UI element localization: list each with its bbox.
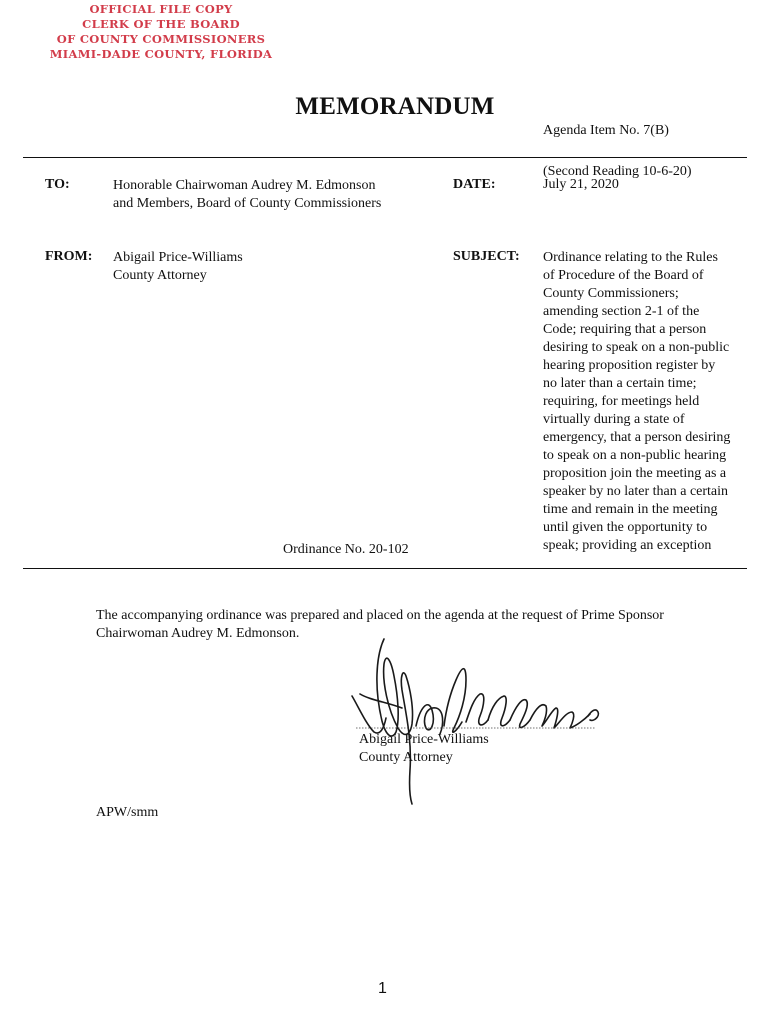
signatory-name: Abigail Price-Williams: [359, 732, 489, 747]
date-label: DATE:: [453, 177, 496, 192]
stamp-line: MIAMI-DADE COUNTY, FLORIDA: [49, 47, 273, 61]
date-value: July 21, 2020: [543, 177, 619, 192]
subject-line: desiring to speak on a non-public: [543, 340, 730, 355]
subject-line: of Procedure of the Board of: [543, 268, 704, 283]
to-line: and Members, Board of County Commissioners: [113, 196, 382, 211]
to-label: TO:: [45, 177, 70, 192]
subject-line: Ordinance relating to the Rules: [543, 250, 718, 265]
subject-line: time and remain in the meeting: [543, 502, 718, 517]
subject-line: emergency, that a person desiring: [543, 430, 731, 445]
signature-block: [359, 731, 489, 767]
ordinance-number: Ordinance No. 20-102: [283, 542, 409, 557]
subject-line: until given the opportunity to: [543, 520, 708, 535]
second-reading-note: (Second Reading 10-6-20): [543, 164, 692, 179]
header-top-rule: [23, 157, 747, 158]
body-line: Chairwoman Audrey M. Edmonson.: [96, 626, 300, 641]
handwritten-signature: [340, 636, 610, 811]
header-bottom-rule: [23, 568, 747, 569]
subject-line: proposition join the meeting as a: [543, 466, 727, 481]
subject-line: speaker by no later than a certain: [543, 484, 729, 499]
from-line: County Attorney: [113, 268, 207, 283]
subject-line: County Commissioners;: [543, 286, 679, 301]
subject-line: requiring, for meetings held: [543, 394, 700, 409]
subject-line: amending section 2-1 of the: [543, 304, 700, 319]
agenda-item-number: Agenda Item No. 7(B): [543, 123, 669, 138]
from-sender: [113, 249, 243, 285]
stamp-line: CLERK OF THE BOARD: [82, 17, 240, 31]
body-line: The accompanying ordinance was prepared and placed on the agenda at the request of Prime Sponsor: [96, 608, 664, 623]
subject-line: no later than a certain time;: [543, 376, 697, 391]
official-file-copy-stamp: [0, 2, 322, 62]
subject-text: [543, 249, 730, 555]
from-label: FROM:: [45, 249, 93, 264]
subject-line: hearing proposition register by: [543, 358, 716, 373]
subject-line: speak; providing an exception: [543, 538, 712, 553]
stamp-line: OFFICIAL FILE COPY: [89, 2, 233, 16]
to-recipient: [113, 177, 381, 213]
stamp-line: OF COUNTY COMMISSIONERS: [56, 32, 266, 46]
from-line: Abigail Price-Williams: [113, 250, 243, 265]
subject-label: SUBJECT:: [453, 249, 520, 264]
signatory-title: County Attorney: [359, 750, 453, 765]
subject-line: virtually during a state of: [543, 412, 685, 427]
page-number: 1: [378, 980, 387, 997]
to-line: Honorable Chairwoman Audrey M. Edmonson: [113, 178, 376, 193]
subject-line: to speak on a non-public hearing: [543, 448, 727, 463]
subject-line: Code; requiring that a person: [543, 322, 707, 337]
memo-title: MEMORANDUM: [295, 93, 495, 120]
reference-initials: APW/smm: [96, 805, 159, 820]
